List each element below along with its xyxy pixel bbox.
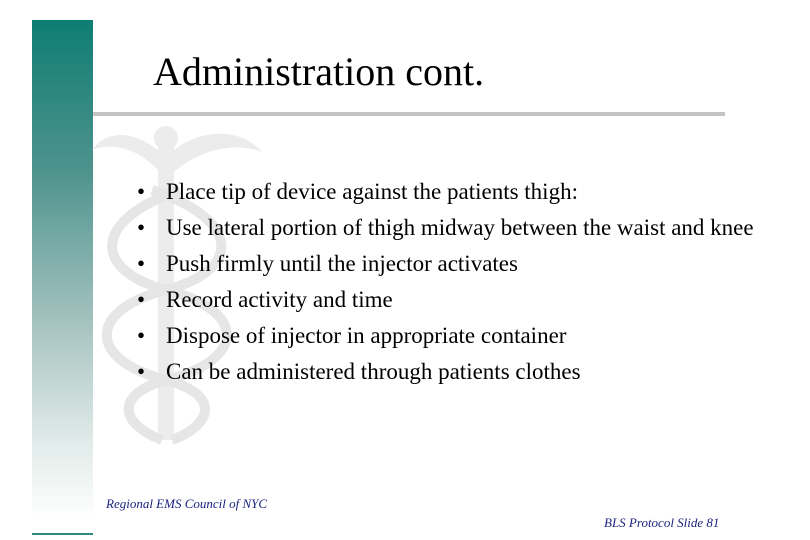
title-divider [93,112,725,116]
bullet-item: • Dispose of injector in appropriate container [137,322,757,350]
bullet-item: • Place tip of device against the patients thigh: [137,178,757,206]
bullet-list [137,178,757,394]
bullet-item: • Push firmly until the injector activates [137,250,757,278]
sidebar-foot-line [32,533,93,535]
bullet-item: • Can be administered through patients clothes [137,358,757,386]
bullet-item: • Use lateral portion of thigh midway between the waist and knee [137,214,757,242]
footer-organization: Regional EMS Council of NYC [106,496,268,511]
bullet-item: • Record activity and time [137,286,757,314]
sidebar-gradient-bar [32,20,93,520]
slide-title: Administration cont. [153,49,485,94]
footer-slide-number: BLS Protocol Slide 81 [604,515,720,530]
